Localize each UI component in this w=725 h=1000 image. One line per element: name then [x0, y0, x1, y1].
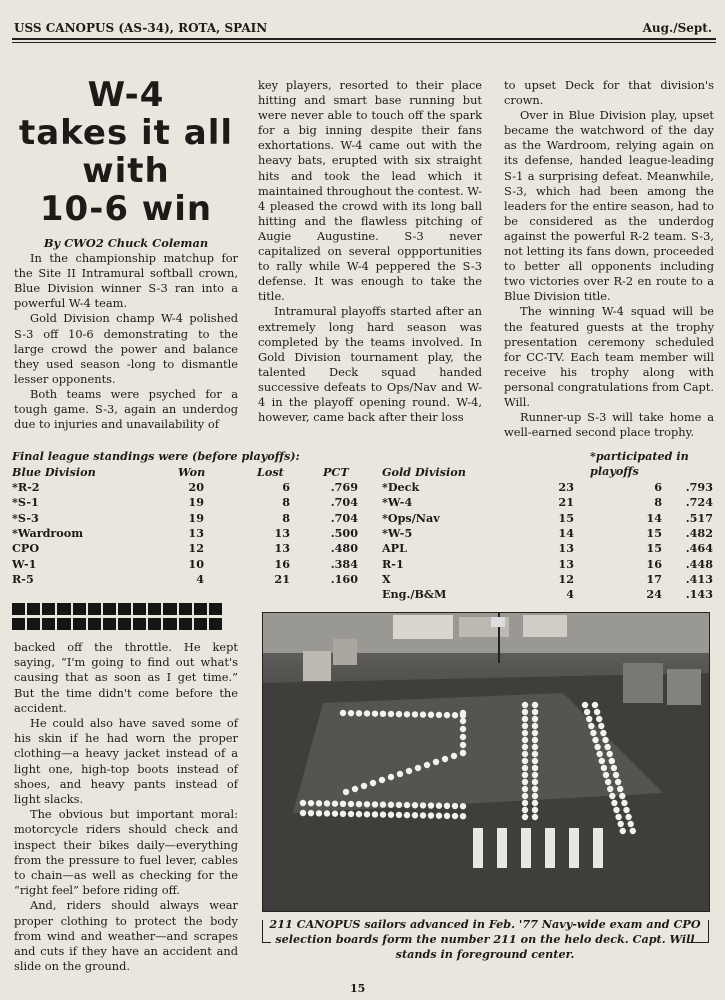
standings-pct: .704 — [330, 510, 358, 525]
sailor-mark — [522, 709, 528, 715]
standings-lost: 15 — [646, 525, 662, 540]
headline — [14, 76, 238, 228]
standings-lost: 8 — [282, 495, 290, 510]
sailor-mark — [630, 828, 636, 834]
sailor-mark — [613, 772, 619, 778]
standings-row — [12, 587, 716, 602]
sailor-mark — [617, 786, 623, 792]
sailor-mark — [397, 771, 403, 777]
sailor-mark — [532, 814, 538, 820]
sailor-mark — [388, 774, 394, 780]
standings-team: *S-1 — [12, 495, 39, 510]
sailor-mark — [460, 803, 466, 809]
paragraph: And, riders should always wear proper clothing to protect the body from wind and weather—and scrapes and cuts if they have an accident and slide on the ground. — [14, 898, 238, 974]
sailor-mark — [412, 802, 418, 808]
sailor-mark — [532, 807, 538, 813]
sailor-mark — [532, 744, 538, 750]
standings-team: Eng./B&M — [382, 587, 447, 602]
standings-won: 13 — [558, 556, 574, 571]
page-number: 15 — [350, 982, 366, 995]
sailor-figure — [593, 828, 603, 868]
sailor-mark — [372, 801, 378, 807]
sailor-mark — [361, 783, 367, 789]
standings-team: *W-5 — [382, 525, 413, 540]
sailor-mark — [522, 814, 528, 820]
sailor-mark — [532, 716, 538, 722]
standings-team: *Ops/Nav — [382, 510, 440, 525]
sailor-mark — [388, 711, 394, 717]
sailor-mark — [348, 801, 354, 807]
standings-team: *W-4 — [382, 495, 413, 510]
paragraph: Runner-up S-3 will take home a well-earned second place trophy. — [504, 410, 714, 440]
blue-division-label: Blue Division — [12, 465, 96, 479]
sailor-mark — [600, 730, 606, 736]
sailor-mark — [452, 712, 458, 718]
sailor-mark — [380, 811, 386, 817]
headline-line: with — [82, 151, 170, 191]
standings-row — [12, 511, 716, 526]
sailor-mark — [532, 786, 538, 792]
sailor-mark — [522, 758, 528, 764]
sailor-mark — [586, 716, 592, 722]
standings-won: 4 — [566, 587, 574, 602]
standings-team: *R-2 — [12, 480, 40, 494]
sailor-mark — [597, 751, 603, 757]
sailor-mark — [628, 821, 634, 827]
headline-line: takes it all — [18, 113, 234, 153]
sailor-mark — [460, 813, 466, 819]
standings-lost: 14 — [646, 510, 662, 525]
standings-row — [12, 541, 716, 556]
standings-pct: .480 — [330, 541, 358, 556]
sailor-mark — [324, 810, 330, 816]
sailor-mark — [420, 711, 426, 717]
photo-illustration — [263, 613, 709, 911]
standings-pct: .448 — [685, 556, 713, 571]
sailor-mark — [532, 793, 538, 799]
standings-team: *S-3 — [12, 510, 39, 525]
gold-division-label: Gold Division — [382, 465, 466, 479]
sailor-mark — [625, 814, 631, 820]
sailor-mark — [607, 786, 613, 792]
byline: By CWO2 Chuck Coleman — [43, 236, 209, 250]
sailor-mark — [316, 810, 322, 816]
sailor-mark — [415, 765, 421, 771]
standings-lost: 13 — [274, 525, 290, 540]
sailor-mark — [436, 813, 442, 819]
sailor-mark — [332, 810, 338, 816]
sailor-mark — [532, 772, 538, 778]
sailor-mark — [596, 716, 602, 722]
motorcycle-article — [14, 640, 238, 974]
sailor-mark — [522, 737, 528, 743]
sailor-mark — [460, 710, 466, 716]
standings-lost: 6 — [282, 480, 290, 494]
sailor-mark — [340, 801, 346, 807]
standings-won: 20 — [188, 480, 204, 494]
standings-won: 12 — [188, 541, 204, 556]
helo-deck-photo — [262, 612, 710, 912]
sailor-mark — [532, 779, 538, 785]
sailor-mark — [352, 786, 358, 792]
sailor-mark — [348, 811, 354, 817]
sailor-mark — [618, 821, 624, 827]
standings-won: 13 — [188, 525, 204, 540]
sailor-mark — [433, 759, 439, 765]
sailor-mark — [424, 762, 430, 768]
sailor-mark — [308, 800, 314, 806]
standings-pct: .517 — [685, 510, 713, 525]
standings-won: 10 — [188, 556, 204, 571]
playoffs-note: *participated in playoffs — [590, 449, 689, 479]
sailor-mark — [522, 800, 528, 806]
header-rule — [12, 38, 716, 40]
sailor-figure — [521, 828, 531, 868]
standings-pct: .704 — [330, 495, 358, 510]
lost-header: Lost — [257, 465, 284, 479]
standings-lost: 8 — [282, 510, 290, 525]
sailor-mark — [444, 803, 450, 809]
sailor-mark — [532, 751, 538, 757]
standings-lost: 16 — [274, 556, 290, 571]
sailor-mark — [380, 711, 386, 717]
standings-pct: .500 — [330, 525, 358, 540]
standings-row — [12, 495, 716, 510]
standings-lost: 16 — [646, 556, 662, 571]
paragraph: In the championship matchup for the Site II Intramural softball crown, Blue Division winner S-3 ran into a powerful W-4 team. — [14, 251, 238, 311]
sailor-mark — [582, 702, 588, 708]
sailor-mark — [356, 710, 362, 716]
sailor-mark — [451, 753, 457, 759]
sailor-mark — [522, 793, 528, 799]
standings-lost: 17 — [646, 571, 662, 586]
sailor-mark — [379, 777, 385, 783]
paragraph: Both teams were psyched for a tough game. S-3, again an underdog due to injuries and unavailability of — [14, 386, 238, 432]
sailor-mark — [522, 772, 528, 778]
standings-won: 19 — [188, 510, 204, 525]
sailor-mark — [348, 710, 354, 716]
sailor-mark — [436, 712, 442, 718]
standings-team: CPO — [12, 541, 40, 556]
standings-row — [12, 572, 716, 587]
sailor-mark — [444, 712, 450, 718]
paragraph: The obvious but important moral: motorcycle riders should check and inspect their bikes daily—everything from the pressure to fuel lever, cables to chain—as well as checking for the “right feel” before riding off. — [14, 807, 238, 898]
sailor-mark — [356, 801, 362, 807]
sailor-mark — [532, 800, 538, 806]
sailor-mark — [460, 742, 466, 748]
sailor-mark — [611, 800, 617, 806]
sailor-mark — [611, 765, 617, 771]
sailor-mark — [364, 710, 370, 716]
standings-lost: 15 — [646, 541, 662, 556]
paragraph: Intramural playoffs started after an extremely long hard season was completed by the teams involved. In Gold Division tournament play, the talented Deck squad handed successive defeats to Ops/Nav and W-4 in the playoff opening round. W-4, however, came back after their loss — [258, 304, 482, 425]
sailor-mark — [620, 828, 626, 834]
paragraph: Gold Division champ W-4 polished S-3 off 10-6 demonstrating to the large crowd the power and balance they used season -long to dismantle lesser opponents. — [14, 311, 238, 386]
standings-team: X — [382, 571, 391, 586]
sailor-mark — [406, 768, 412, 774]
photo-caption: 211 CANOPUS sailors advanced in Feb. '77 Navy-wide exam and CPO selection boards form the number 211 on the helo deck. Capt. Will stands in foreground center. — [269, 917, 701, 961]
sailor-mark — [592, 702, 598, 708]
sailor-mark — [522, 723, 528, 729]
sailor-mark — [532, 765, 538, 771]
standings-won: 12 — [558, 571, 574, 586]
sailor-mark — [532, 758, 538, 764]
paragraph: Over in Blue Division play, upset became the watchword of the day as the Wardroom, relying again on its defense, handed league-leading S-1 a surprising defeat. Meanwhile, S-3, which had been among the leaders for the entire season, had to be considered as the underdog against the powerful R-2 team. S-3, not letting its fans down, proceeded to better all opponents including two victories over R-2 en route to a Blue Division title. — [504, 108, 714, 304]
sailor-mark — [444, 813, 450, 819]
sailor-mark — [404, 812, 410, 818]
standings-pct: .769 — [330, 480, 358, 494]
sailor-mark — [364, 811, 370, 817]
sailor-mark — [412, 812, 418, 818]
standings-team: *Deck — [382, 480, 420, 494]
headline-line: 10-6 win — [39, 189, 213, 229]
standings-team: W-1 — [12, 556, 37, 571]
sailor-mark — [594, 744, 600, 750]
standings-team: R-1 — [382, 556, 404, 571]
sailor-mark — [420, 802, 426, 808]
standings-won: 4 — [196, 571, 204, 586]
sailor-mark — [609, 758, 615, 764]
sailor-mark — [332, 800, 338, 806]
sailor-mark — [605, 779, 611, 785]
standings-won: 13 — [558, 541, 574, 556]
sailor-mark — [343, 789, 349, 795]
standings-row — [12, 526, 716, 541]
sailor-figure — [569, 828, 579, 868]
sailor-mark — [388, 812, 394, 818]
sailor-figure — [497, 828, 507, 868]
standings-pct: .384 — [330, 556, 358, 571]
sailor-mark — [340, 811, 346, 817]
sailor-mark — [460, 750, 466, 756]
standings-lost: 8 — [654, 495, 662, 510]
standings-won: 19 — [188, 495, 204, 510]
sailor-mark — [615, 779, 621, 785]
sailor-mark — [460, 718, 466, 724]
sailor-mark — [428, 712, 434, 718]
sailor-mark — [522, 702, 528, 708]
standings-pct: .724 — [685, 495, 713, 510]
paragraph: to upset Deck for that division's crown. — [504, 78, 714, 108]
sailor-mark — [404, 711, 410, 717]
sailor-mark — [300, 810, 306, 816]
sailor-mark — [396, 812, 402, 818]
standings-lost: 24 — [646, 587, 662, 602]
sailor-mark — [613, 807, 619, 813]
standings-team: *Wardroom — [12, 525, 84, 540]
sailor-mark — [598, 723, 604, 729]
sailor-mark — [396, 711, 402, 717]
standings-row — [12, 557, 716, 572]
sailor-mark — [460, 726, 466, 732]
sailor-mark — [522, 807, 528, 813]
sailor-figure — [545, 828, 555, 868]
paragraph: He could also have saved some of his skin if he had worn the proper clothing—a heavy jacket instead of a light one, high-top boots instead of shoes, and heavy pants instead of light slacks. — [14, 716, 238, 807]
sailor-mark — [615, 814, 621, 820]
sailor-mark — [428, 812, 434, 818]
standings-lost: 13 — [274, 541, 290, 556]
header-rule-thin — [12, 42, 716, 43]
standings-title: Final league standings were (before playoffs): — [12, 449, 300, 463]
standings-team: R-5 — [12, 571, 34, 586]
standings-row — [12, 480, 716, 495]
sailor-mark — [300, 800, 306, 806]
article-column-1 — [14, 76, 238, 432]
sailor-figure — [473, 828, 483, 868]
standings-team: APL — [382, 541, 407, 556]
standings-won: 23 — [558, 480, 574, 494]
publication-name: USS CANOPUS (AS-34), ROTA, SPAIN — [14, 21, 268, 35]
pct-header: PCT — [323, 465, 349, 479]
won-header: Won — [178, 465, 206, 479]
sailor-mark — [532, 730, 538, 736]
sailor-mark — [584, 709, 590, 715]
issue-date: Aug./Sept. — [642, 21, 712, 35]
sailor-mark — [522, 730, 528, 736]
sailor-mark — [590, 730, 596, 736]
section-divider — [12, 603, 222, 632]
standings-pct: .482 — [685, 525, 713, 540]
standings-pct: .413 — [685, 571, 713, 586]
sailor-mark — [599, 758, 605, 764]
sailor-mark — [594, 709, 600, 715]
sailor-mark — [316, 800, 322, 806]
standings-pct: .143 — [685, 587, 713, 602]
sailor-mark — [588, 723, 594, 729]
sailor-mark — [522, 779, 528, 785]
sailor-mark — [604, 744, 610, 750]
standings-won: 14 — [558, 525, 574, 540]
standings-lost: 21 — [274, 571, 290, 586]
sailor-mark — [428, 802, 434, 808]
sailor-mark — [522, 744, 528, 750]
sailor-mark — [380, 801, 386, 807]
sailor-mark — [592, 737, 598, 743]
sailor-mark — [522, 751, 528, 757]
paragraph: The winning W-4 squad will be the featured guests at the trophy presentation ceremony scheduled for CC-TV. Each team member will receive his trophy along with personal congratulations from Capt. Will. — [504, 304, 714, 409]
sailor-mark — [522, 786, 528, 792]
sailor-mark — [602, 737, 608, 743]
standings-pct: .793 — [685, 480, 713, 494]
sailor-mark — [452, 803, 458, 809]
sailor-mark — [388, 802, 394, 808]
standings-pct: .464 — [685, 541, 713, 556]
sailor-mark — [532, 723, 538, 729]
standings-won: 15 — [558, 510, 574, 525]
paragraph: key players, resorted to their place hitting and smart base running but were never able to touch off the spark for a big inning despite their fans exhortations. W-4 came out with the heavy bats, erupted with six straight hits and took the lead which it maintained throughout the contest. W-4 pleased the crowd with its long ball hitting and the flawless pitching of Augie Augustine. S-3 never capitalized on several oppportunities to rally while W-4 peppered the S-3 defense. It was enough to take the title. — [258, 78, 482, 304]
sailor-mark — [420, 812, 426, 818]
sailor-mark — [532, 737, 538, 743]
sailor-mark — [619, 793, 625, 799]
standings-lost: 6 — [654, 480, 662, 494]
sailor-mark — [607, 751, 613, 757]
sailor-mark — [436, 803, 442, 809]
sailor-mark — [623, 807, 629, 813]
sailor-mark — [522, 716, 528, 722]
paragraph: backed off the throttle. He kept saying, “I'm going to find out what's causing that as soon as I get time.” But the time didn't come before the accident. — [14, 640, 238, 715]
sailor-mark — [404, 802, 410, 808]
sailor-mark — [532, 709, 538, 715]
sailor-mark — [372, 710, 378, 716]
sailor-mark — [532, 702, 538, 708]
sailor-mark — [609, 793, 615, 799]
sailor-mark — [356, 811, 362, 817]
sailor-mark — [364, 801, 370, 807]
sailor-mark — [370, 780, 376, 786]
sailor-mark — [396, 802, 402, 808]
sailor-mark — [601, 765, 607, 771]
sailor-mark — [442, 756, 448, 762]
standings-won: 21 — [558, 495, 574, 510]
article-column-3 — [504, 78, 714, 440]
sailor-mark — [324, 800, 330, 806]
sailor-mark — [603, 772, 609, 778]
sailor-mark — [522, 765, 528, 771]
sailor-mark — [452, 813, 458, 819]
article-column-2 — [258, 78, 482, 425]
sailor-mark — [308, 810, 314, 816]
headline-line: W-4 — [87, 75, 165, 115]
sailor-mark — [372, 811, 378, 817]
sailor-mark — [412, 711, 418, 717]
sailor-mark — [340, 710, 346, 716]
standings-pct: .160 — [330, 571, 358, 586]
sailor-mark — [460, 734, 466, 740]
sailor-mark — [621, 800, 627, 806]
